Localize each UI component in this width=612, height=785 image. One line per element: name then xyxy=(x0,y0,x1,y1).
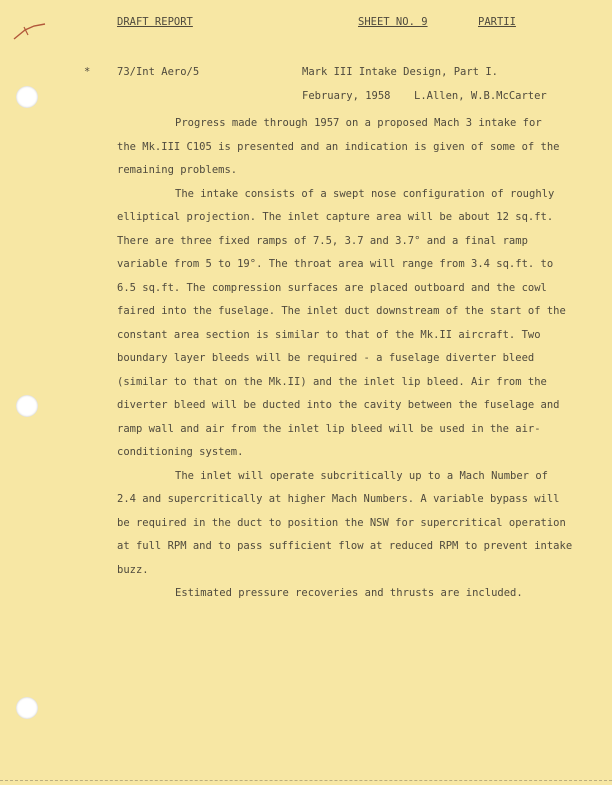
text-line: at full RPM and to pass sufficient flow at reduced RPM to prevent intake xyxy=(117,540,573,552)
text-line: conditioning system. xyxy=(117,446,244,458)
punch-hole xyxy=(16,395,38,417)
punch-hole xyxy=(16,86,38,108)
text-line: buzz. xyxy=(117,563,149,576)
text-line: 6.5 sq.ft. The compression surfaces are placed outboard and the cowl xyxy=(117,281,547,294)
text-line: The intake consists of a swept nose configuration of roughly xyxy=(175,187,555,200)
paragraph xyxy=(117,112,560,183)
text-line: variable from 5 to 19°. The throat area will range from 3.4 sq.ft. to xyxy=(117,258,554,270)
text-line: 2.4 and supercritically at higher Mach Numbers. A variable bypass will xyxy=(117,493,560,505)
text-line: The inlet will operate subcritically up to a Mach Number of xyxy=(175,469,548,482)
punch-hole xyxy=(16,697,38,719)
paragraph xyxy=(117,183,566,465)
header-sheet-number: SHEET NO. 9 xyxy=(358,16,428,28)
paragraph xyxy=(117,582,557,606)
text-line: There are three fixed ramps of 7.5, 3.7 and 3.7° and a final ramp xyxy=(117,234,528,247)
entry-date: February, 1958 xyxy=(302,90,391,102)
pen-mark-icon xyxy=(12,22,48,42)
text-line: faired into the fuselage. The inlet duct downstream of the start of the xyxy=(117,305,566,317)
text-line: Progress made through 1957 on a proposed Mach 3 intake for xyxy=(175,117,542,129)
header-part: PARTII xyxy=(478,16,516,28)
text-line: be required in the duct to position the NSW for supercritical operation xyxy=(117,516,566,529)
entry-asterisk: * xyxy=(84,66,91,78)
text-line: diverter bleed will be ducted into the cavity between the fuselage and xyxy=(117,399,560,411)
text-line: ramp wall and air from the inlet lip bleed will be used in the air- xyxy=(117,422,541,435)
paragraph xyxy=(117,465,573,583)
text-line: (similar to that on the Mk.II) and the inlet lip bleed. Air from the xyxy=(117,375,547,388)
text-line: remaining problems. xyxy=(117,164,238,176)
text-line: Estimated pressure recoveries and thrusts are included. xyxy=(175,587,523,599)
text-line: constant area section is similar to that of the Mk.II aircraft. Two xyxy=(117,328,541,341)
text-line: boundary layer bleeds will be required - a fuselage diverter bleed xyxy=(117,352,535,364)
abstract-body xyxy=(117,112,573,606)
text-line: elliptical projection. The inlet capture area will be about 12 sq.ft. xyxy=(117,211,554,223)
entry-title: Mark III Intake Design, Part I. xyxy=(302,66,498,78)
header-draft-report: DRAFT REPORT xyxy=(117,16,193,28)
text-line: the Mk.III C105 is presented and an indication is given of some of the xyxy=(117,140,560,153)
entry-reference: 73/Int Aero/5 xyxy=(117,66,200,78)
entry-authors: L.Allen, W.B.McCarter xyxy=(414,90,547,102)
page-edge-rule xyxy=(0,780,612,781)
